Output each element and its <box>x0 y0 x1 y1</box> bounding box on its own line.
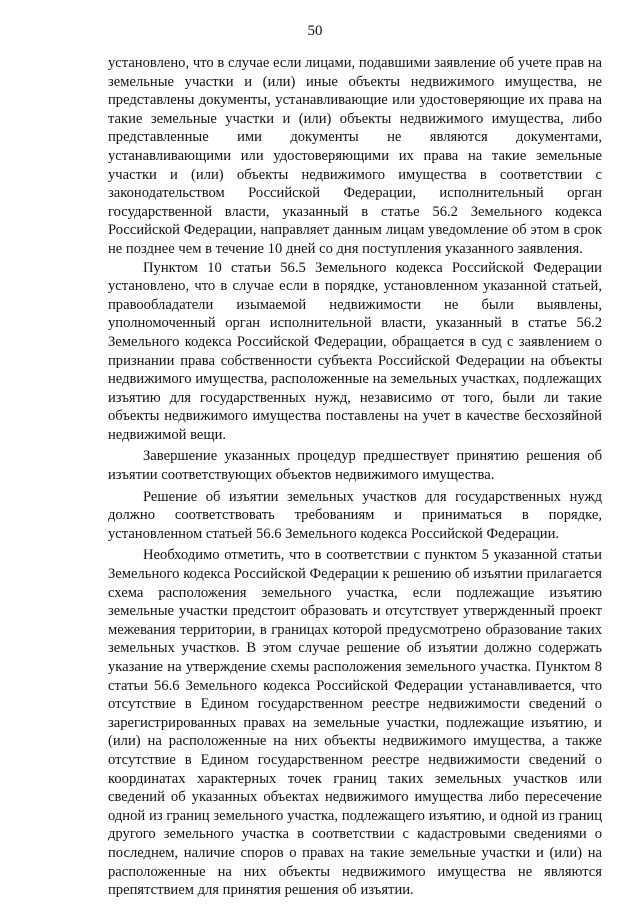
paragraph-5: Необходимо отметить, что в соответствии с пунктом 5 указанной статьи Земельного кодекса Российской Федерации к решению об изъятии прилагается схема расположения земельного участка, если подлежащие изъятию земельные участки предстоит образовать и отсутствует утвержденный проект межевания территории, в границах которой предусмотрено образование таких земельных участков. В этом случае решение об изъятии должно содержать указание на утверждение схемы расположения земельного участка. Пунктом 8 статьи 56.6 Земельного кодекса Российской Федерации устанавливается, что отсутствие в Едином государственном реестре недвижимости сведений о зарегистрированных правах на земельные участки, подлежащие изъятию, и (или) на расположенные на них объекты недвижимого имущества, а также отсутствие в Едином государственном реестре недвижимости сведений о координатах характерных точек границ таких земельных участков или сведений об указанных объектах недвижимого имущества либо пересечение одной из границ земельного участка, подлежащего изъятию, и одной из границ другого земельного участка в соответствии с кадастровыми сведениями о последнем, наличие споров о правах на такие земельные участки и (или) на расположенные на них объекты недвижимого имущества не являются препятствием для принятия решения об изъятии. <box>108 547 602 899</box>
paragraph-4: Решение об изъятии земельных участков для государственных нужд должно соответствовать требованиям и приниматься в порядке, установленном статьей 56.6 Земельного кодекса Российской Федерации. <box>108 488 602 542</box>
paragraph-3: Завершение указанных процедур предшествует принятию решения об изъятии соответствующих объектов недвижимого имущества. <box>108 448 602 484</box>
page-number: 50 <box>307 23 323 39</box>
paragraph-1: установлено, что в случае если лицами, подавшими заявление об учете прав на земельные участки и (или) иные объекты недвижимого имущества, не представлены документы, устанавливающие или удостоверяющие их права на такие земельные участки и (или) объекты недвижимого имущества, либо представленные ими документы не являются документами, устанавливающими или удостоверяющими их права на такие земельные участки и (или) объекты недвижимого имущества в соответствии с законодательством Российской Федерации, исполнительный орган государственной власти, указанный в статье 56.2 Земельного кодекса Российской Федерации, направляет данным лицам уведомление об этом в срок не позднее чем в течение 10 дней со дня поступления указанного заявления. <box>108 55 602 257</box>
document-body <box>108 54 602 900</box>
paragraph-2: Пунктом 10 статьи 56.5 Земельного кодекса Российской Федерации установлено, что в случае если в порядке, установленном указанной статьей, правообладатели изымаемой недвижимости не были выявлены, уполномоченный орган исполнительной власти, указанный в статье 56.2 Земельного кодекса Российской Федерации, обращается в суд с заявлением о признании права собственности субъекта Российской Федерации на объекты недвижимого имущества, расположенные на земельных участках, подлежащих изъятию для государственных нужд, независимо от того, были ли такие объекты недвижимого имущества поставлены на учет в качестве бесхозяйной недвижимой вещи. <box>108 259 602 443</box>
